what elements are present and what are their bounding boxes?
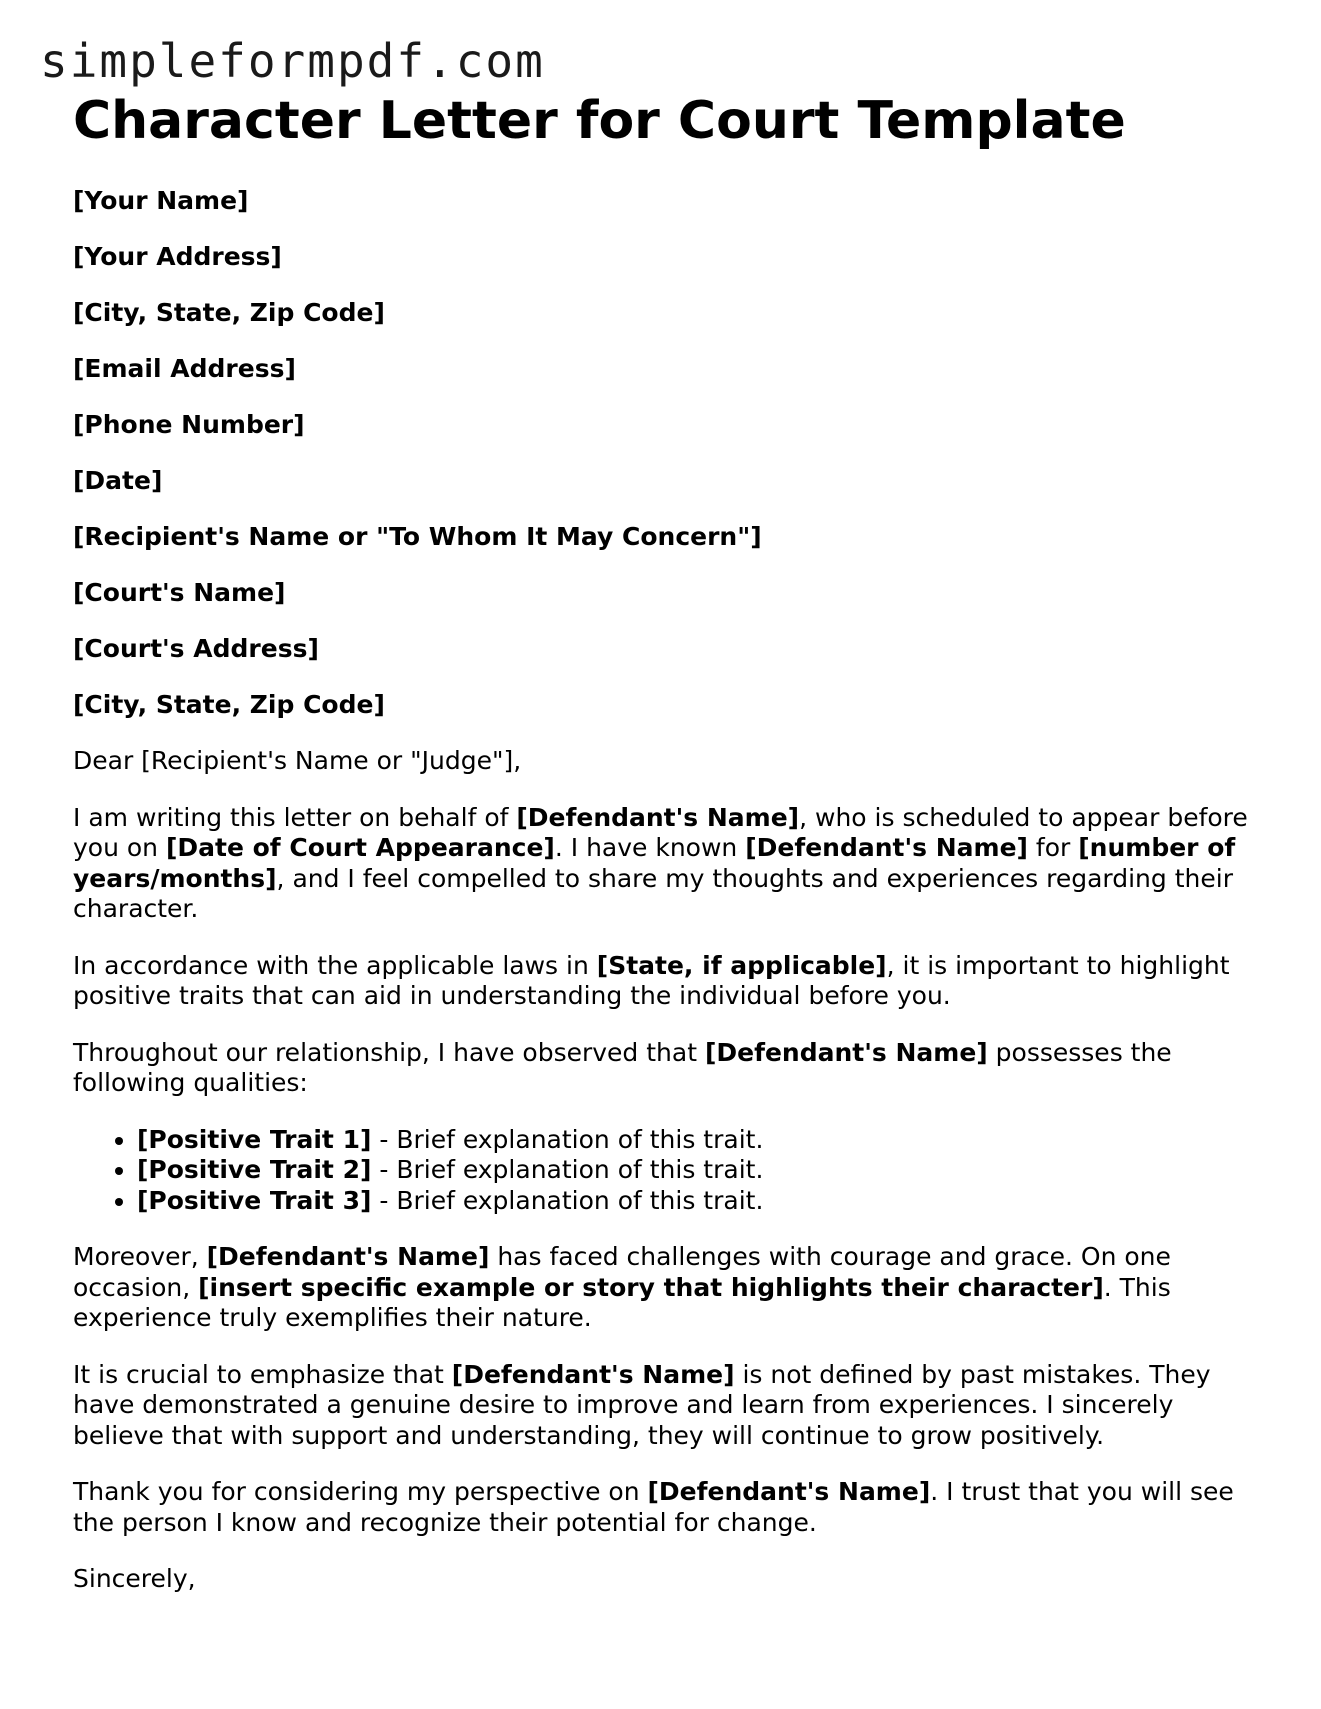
- header-date: [Date]: [73, 466, 163, 496]
- header-your-address: [Your Address]: [73, 242, 282, 272]
- header-your-name: [Your Name]: [73, 186, 249, 216]
- paragraph-mistakes: It is crucial to emphasize that [Defendant's Name] is not defined by past mistakes. They have demonstrated a genuine desire to improve and learn from experiences. I sincerely believe that with support and understanding, they will continue to grow positively.: [73, 1359, 1211, 1450]
- header-phone: [Phone Number]: [73, 410, 305, 440]
- header-recipient: [Recipient's Name or "To Whom It May Concern"]: [73, 522, 762, 552]
- list-item: • [Positive Trait 3] - Brief explanation of this trait.: [137, 1186, 1253, 1217]
- letter-page: [73, 90, 1253, 1621]
- paragraph-challenges: Moreover, [Defendant's Name] has faced challenges with courage and grace. On one occasion, [insert specific example or story that highlights their character]. This experience truly exemplifies their nature.: [73, 1242, 1171, 1333]
- site-watermark: simpleformpdf.com: [40, 34, 545, 88]
- header-email: [Email Address]: [73, 354, 296, 384]
- salutation: Dear [Recipient's Name or "Judge"],: [73, 746, 522, 776]
- header-court-name: [Court's Name]: [73, 578, 286, 608]
- closing: Sincerely,: [73, 1564, 196, 1594]
- header-city-state-zip: [City, State, Zip Code]: [73, 298, 385, 328]
- paragraph-qualities: Throughout our relationship, I have observed that [Defendant's Name] possesses the following qualities:: [73, 1037, 1172, 1098]
- paragraph-thanks: Thank you for considering my perspective on [Defendant's Name]. I trust that you will see the person I know and recognize their potential for change.: [73, 1477, 1234, 1537]
- paragraph-laws: In accordance with the applicable laws in [State, if applicable], it is important to highlight positive traits that can aid in understanding the individual before you.: [73, 950, 1230, 1011]
- header-court-address: [Court's Address]: [73, 634, 319, 664]
- page-title: Character Letter for Court Template: [73, 91, 1126, 151]
- letter-header: [73, 186, 1253, 720]
- list-item: • [Positive Trait 2] - Brief explanation of this trait.: [137, 1155, 1253, 1186]
- list-item: • [Positive Trait 1] - Brief explanation of this trait.: [137, 1125, 1253, 1156]
- header-court-city-state-zip: [City, State, Zip Code]: [73, 690, 385, 720]
- paragraph-intro: I am writing this letter on behalf of [Defendant's Name], who is scheduled to appear before you on [Date of Court Appearance]. I have known [Defendant's Name] for [number of years/months], and I feel compelled to share my thoughts and experiences regarding their character.: [73, 802, 1248, 924]
- traits-list: [73, 1125, 1253, 1217]
